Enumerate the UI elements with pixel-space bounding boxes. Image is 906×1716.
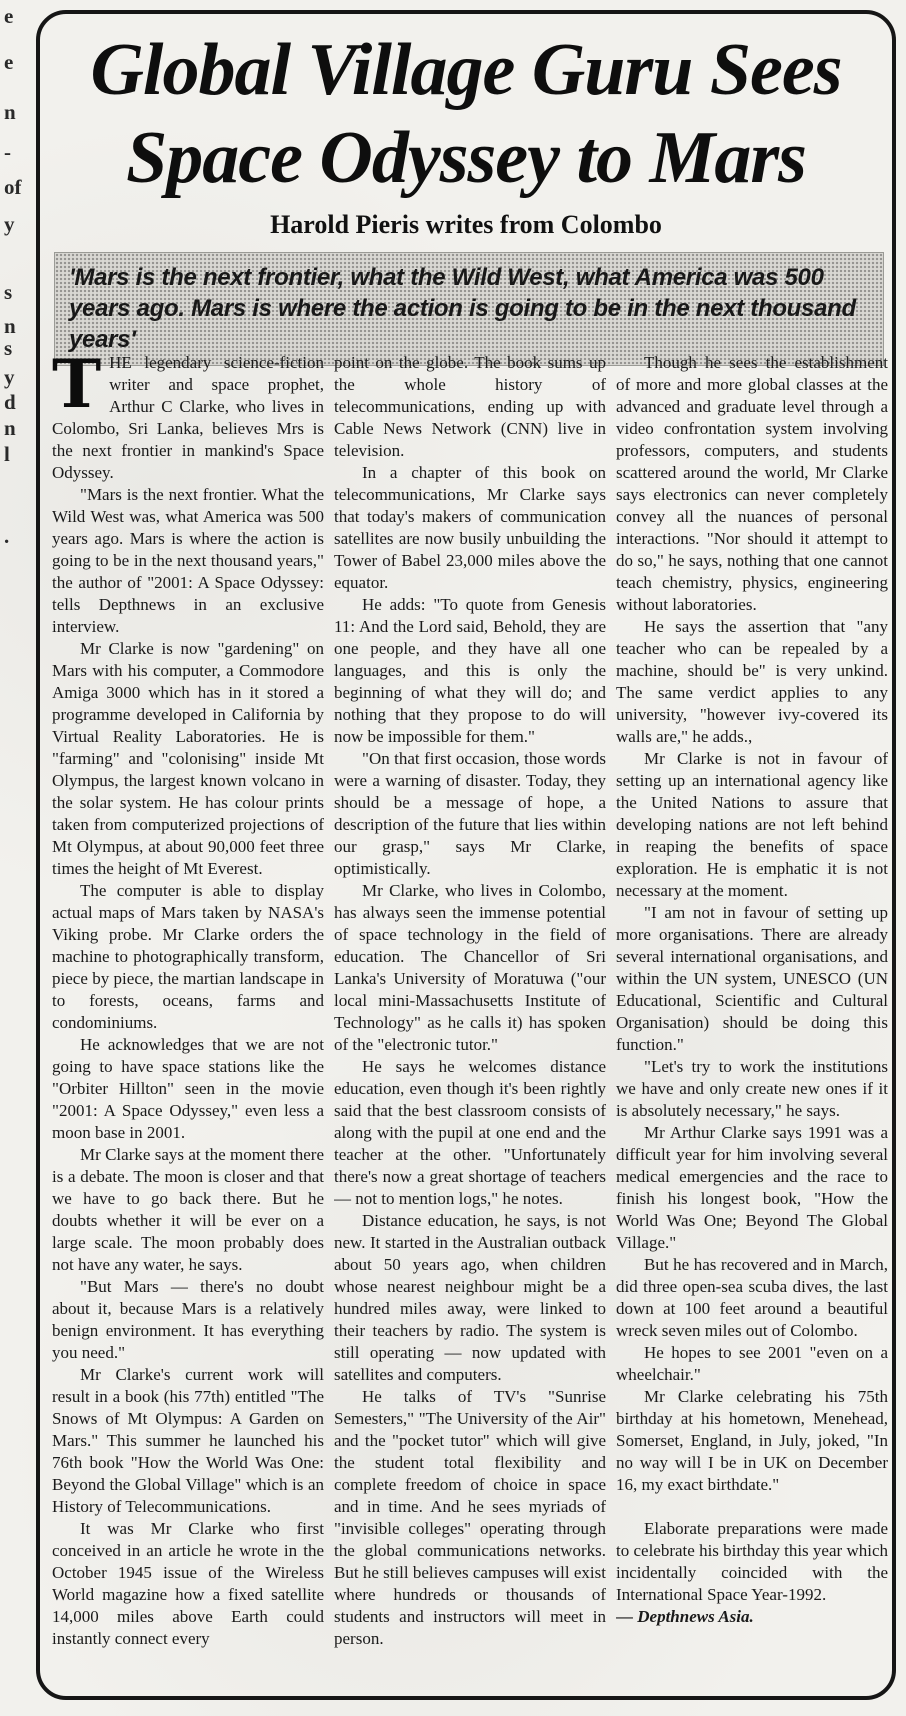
pull-quote — [54, 252, 884, 366]
article-frame — [36, 10, 896, 1700]
margin-fragment: - — [4, 140, 11, 164]
headline-line-2: Space Odyssey to Mars — [126, 117, 806, 199]
article-paragraph: point on the globe. The book sums up the whole history of telecommunications, ending up with Cable News Network (CNN) live in television. — [334, 353, 606, 460]
margin-fragment: y — [4, 365, 15, 389]
margin-fragment: l — [4, 442, 10, 466]
article-paragraph: "But Mars — there's no doubt about it, because Mars is a relatively benign environment. It has everything you need." — [52, 1277, 324, 1362]
margin-fragment: e — [4, 4, 14, 28]
article-paragraph: He talks of TV's "Sunrise Semesters," "The University of the Air" and the "pocket tutor" which will give the student total flexibility and complete freedom of choice in space and in time. And he sees myriads of "invisible colleges" operating through the global communications networks. But he still believes campuses will exist where hundreds or thousands of students and instructors will meet in person. — [334, 1387, 606, 1648]
margin-fragment: e — [4, 50, 14, 74]
article-paragraph: Though he sees the establishment of more and more global classes at the advanced and graduate level through a video confrontation system involving professors, computers, and students scattered around the world, Mr Clarke says electronics can never completely convey all the nuances of personal interactions. "Nor should it attempt to do so," he says, nothing that one cannot teach chemistry, physics, engineering without laboratories. — [616, 353, 888, 614]
margin-fragment: n — [4, 416, 16, 440]
article-paragraph: He hopes to see 2001 "even on a wheelchair." — [616, 1343, 888, 1384]
left-margin-fragments — [0, 0, 34, 1716]
pull-quote-text: 'Mars is the next frontier, what the Wild West, what America was 500 years ago. Mars is where the action is going to be in the next thousand years' — [69, 264, 856, 353]
article-body — [52, 352, 888, 1694]
article-paragraph: Mr Arthur Clarke says 1991 was a difficult year for him involving several medical emergencies and the race to finish his longest book, "How the World Was One; Beyond The Global Village." — [616, 1123, 888, 1252]
margin-fragment: n — [4, 314, 16, 338]
article-paragraph: He says he welcomes distance education, even though it's been rightly said that the best classroom consists of along with the pupil at one end and the teacher at the other. "Unfortunately there's now a great shortage of teachers — not to mention logs," he notes. — [334, 1057, 606, 1208]
article-paragraph: "Let's try to work the institutions we have and only create new ones if it is absolutely necessary," he says. — [616, 1057, 888, 1120]
article-paragraph: "Mars is the next frontier. What the Wild West was, what America was 500 years ago. Mars is where the action is going to be in the next thousand years," the author of "2001: A Space Odyssey: tells Depthnews in an exclusive interview. — [52, 485, 324, 636]
article-paragraph: Mr Clarke is not in favour of setting up an international agency like the United Nations to assure that developing nations are not left behind in reaping the benefits of space exploration. He is emphatic it is not necessary at the moment. — [616, 749, 888, 900]
column-2 — [334, 352, 606, 1694]
article-paragraph — [52, 352, 324, 484]
article-paragraph: The computer is able to display actual maps of Mars taken by NASA's Viking probe. Mr Clarke orders the machine to photographically transform, piece by piece, the martian landscape in to forests, oceans, farms and condominiums. — [52, 881, 324, 1032]
article-signature: — Depthnews Asia. — [616, 1607, 754, 1626]
article-paragraph: In a chapter of this book on telecommunications, Mr Clarke says that today's makers of communication satellites are now busily unbuilding the Tower of Babel 23,000 miles above the equator. — [334, 463, 606, 592]
article-paragraph: Mr Clarke's current work will result in a book (his 77th) entitled "The Snows of Mt Olympus: A Garden on Mars." This summer he launched his 76th book "How the World Was One: Beyond the Global Village" which is an History of Telecommunications. — [52, 1365, 324, 1516]
article-paragraph: He says the assertion that "any teacher who can be repealed by a machine, should be" is very unkind. The same verdict applies to any university, "however ivy-covered its walls are," he adds., — [616, 617, 888, 746]
margin-fragment: y — [4, 212, 15, 236]
margin-fragment: d — [4, 390, 16, 414]
article-paragraph: Mr Clarke celebrating his 75th birthday at his hometown, Menehead, Somerset, England, in July, joked, "In no way will I be in UK on December 16, my exact birthdate." — [616, 1387, 888, 1494]
article-paragraph: He acknowledges that we are not going to have space stations like the "Orbiter Hillton" seen in the movie "2001: A Space Odyssey," even less a moon base in 2001. — [52, 1035, 324, 1142]
article-paragraph: Mr Clarke, who lives in Colombo, has always seen the immense potential of space technology in the field of education. The Chancellor of Sri Lanka's University of Moratuwa ("our local mini-Massachusetts Institute of Technology" as he calls it) has spoken of the "electronic tutor." — [334, 881, 606, 1054]
article-paragraph: But he has recovered and in March, did three open-sea scuba dives, the last down at 100 feet around a beautiful wreck seven miles out of Colombo. — [616, 1255, 888, 1340]
column-1 — [52, 352, 324, 1694]
article-headline — [40, 26, 892, 202]
headline-line-1: Global Village Guru Sees — [90, 29, 842, 111]
margin-fragment: s — [4, 280, 13, 304]
article-paragraph: It was Mr Clarke who first conceived in an article he wrote in the October 1945 issue of the Wireless World magazine how a fixed satellite 14,000 miles above Earth could instantly connect every — [52, 1519, 324, 1648]
drop-cap: T — [52, 352, 102, 423]
article-paragraph: Elaborate preparations were made to celebrate his birthday this year which incidentally coincided with the International Space Year-1992. — [616, 1519, 888, 1604]
byline: Harold Pieris writes from Colombo — [270, 210, 662, 239]
column-3 — [616, 352, 888, 1694]
article-paragraph: He adds: "To quote from Genesis 11: And the Lord said, Behold, they are one people, and they have all one languages, and this is only the beginning of what they will do; and nothing that they propose to do will now be impossible for them." — [334, 595, 606, 746]
article-paragraph: Mr Clarke is now "gardening" on Mars with his computer, a Commodore Amiga 3000 which has in it stored a programme developed in California by Virtual Reality Laboratories. He is "farming" and "colonising" inside Mt Olympus, the largest known volcano in the solar system. He has colour prints taken from computerized projections of Mt Olympus, at about 90,000 feet three times the height of Mt Everest. — [52, 639, 324, 878]
margin-fragment: s — [4, 336, 13, 360]
margin-fragment: . — [4, 524, 10, 548]
article-paragraph: Distance education, he says, is not new. It started in the Australian outback about 50 years ago, when children whose nearest neighbour might be a hundred miles away, were linked to their teachers by radio. The system is still operating — now updated with satellites and computers. — [334, 1211, 606, 1384]
article-paragraph: "On that first occasion, those words were a warning of disaster. Today, they should be a message of hope, a description of the future that lies within our grasp," says Mr Clarke, optimistically. — [334, 749, 606, 878]
article-paragraph: "I am not in favour of setting up more organisations. There are already several international organisations, and within the UN system, UNESCO (UN Educational, Scientific and Cultural Organisation) should be doing this function." — [616, 903, 888, 1054]
article-paragraph: Mr Clarke says at the moment there is a debate. The moon is closer and that we have to go back there. But he doubts whether it will be ever on a large scale. The moon probably does not have any water, he says. — [52, 1145, 324, 1274]
paragraph-text: HE legendary science-fiction writer and space prophet, Arthur C Clarke, who lives in Colombo, Sri Lanka, believes Mrs is the next frontier in mankind's Space Odyssey. — [52, 353, 324, 482]
margin-fragment: of — [4, 175, 22, 199]
margin-fragment: n — [4, 100, 16, 124]
